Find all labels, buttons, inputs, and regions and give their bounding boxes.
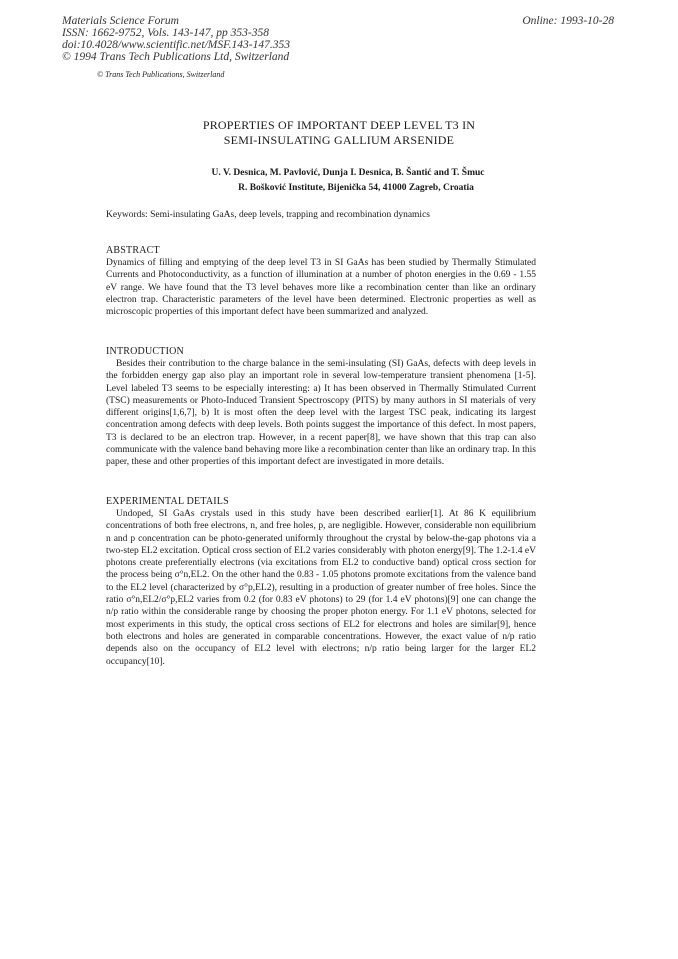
journal-copyright: © 1994 Trans Tech Publications Ltd, Switzerland <box>62 51 290 63</box>
journal-header <box>62 15 290 63</box>
introduction-text: Besides their contribution to the charge balance in the semi-insulating (SI) GaAs, defects with deep levels in the forbidden energy gap also play an important role in several low-temperature transient phenomena [1-5]. Level labeled T3 seems to be especially interesting: a) It has been observed in Thermally Stimulated Current (TSC) measurements or Photo-Induced Transient Spectroscopy (PITS) by many authors in SI materials of very different origins[1,6,7], b) It is most often the deep level with the largest TSC peak, indicating its largest concentration among defects with deep levels. Both points suggest the importance of this defect. In most papers, T3 is declared to be an electron trap. However, in a recent paper[8], we have shown that this trap can also communicate with the valence band behaving more like a recombination center than like an ordinary trap. In this paper, these and other properties of this important defect are investigated in more details. <box>106 359 536 468</box>
publisher-line: © Trans Tech Publications, Switzerland <box>97 70 225 79</box>
introduction-section <box>106 346 536 469</box>
author-block <box>0 166 678 196</box>
paper-title <box>0 118 678 148</box>
journal-doi[interactable]: doi:10.4028/www.scientific.net/MSF.143-147.353 <box>62 39 290 51</box>
abstract-section <box>106 245 536 318</box>
author-names: U. V. Desnica, M. Pavlović, Dunja I. Desnica, B. Šantić and T. Šmuc <box>211 168 485 178</box>
journal-issn: ISSN: 1662-9752, Vols. 143-147, pp 353-358 <box>62 27 269 39</box>
online-date: Online: 1993-10-28 <box>522 15 614 27</box>
abstract-text: Dynamics of filling and emptying of the deep level T3 in SI GaAs has been studied by Thermally Stimulated Currents and Photoconductivity, as a function of illumination at a number of photon energies in the 0.69 - 1.55 eV range. We have found that the T3 level behaves more like a recombination center than like an ordinary electron trap. Characteristic parameters of the level have been determined. Electronic properties as well as microscopic properties of this important defect have been summarized and analyzed. <box>106 258 536 318</box>
author-affiliation: R. Bošković Institute, Bijenička 54, 41000 Zagreb, Croatia <box>238 183 474 193</box>
abstract-heading: ABSTRACT <box>106 245 160 256</box>
experimental-section <box>106 496 536 668</box>
introduction-heading: INTRODUCTION <box>106 346 184 357</box>
journal-name: Materials Science Forum <box>62 15 179 27</box>
keywords: Keywords: Semi-insulating GaAs, deep levels, trapping and recombination dynamics <box>106 210 430 220</box>
title-line-2: SEMI-INSULATING GALLIUM ARSENIDE <box>223 133 455 147</box>
title-line-1: PROPERTIES OF IMPORTANT DEEP LEVEL T3 IN <box>202 118 476 132</box>
experimental-heading: EXPERIMENTAL DETAILS <box>106 496 229 507</box>
experimental-text: Undoped, SI GaAs crystals used in this study have been described earlier[1]. At 86 K equilibrium concentrations of both free electrons, n, and free holes, p, are negligible. However, considerable non equilibrium n and p concentration can be photo-generated uniformly throughout the crystal by below-the-gap photons via a two-step EL2 excitation. Optical cross section of EL2 varies considerably with photon energy[9]. The 1.2-1.4 eV photons create preferentially electrons (via excitations from EL2 to conductive band) optical cross section for the process being σ°n,EL2. On the other hand the 0.83 - 1.05 photons promote excitations from the valence band to the EL2 level (characterized by σ°p,EL2), resulting in a production of greater number of free holes. Since the ratio σ°n,EL2/σ°p,EL2 varies from 0.2 (for 0.83 eV photons) to 29 (for 1.4 eV photons)[9] one can change the n/p ratio within the considerable range by choosing the proper photon energy. For 1.1 eV photons, selected for most experiments in this study, the optical cross sections of EL2 for electrons and holes are similar[9], hence both electrons and holes are generated in comparable concentrations. However, the exact value of n/p ratio depends also on the occupancy of EL2 level with electrons; n/p ratio being larger for the larger EL2 occupancy[10]. <box>106 509 536 667</box>
